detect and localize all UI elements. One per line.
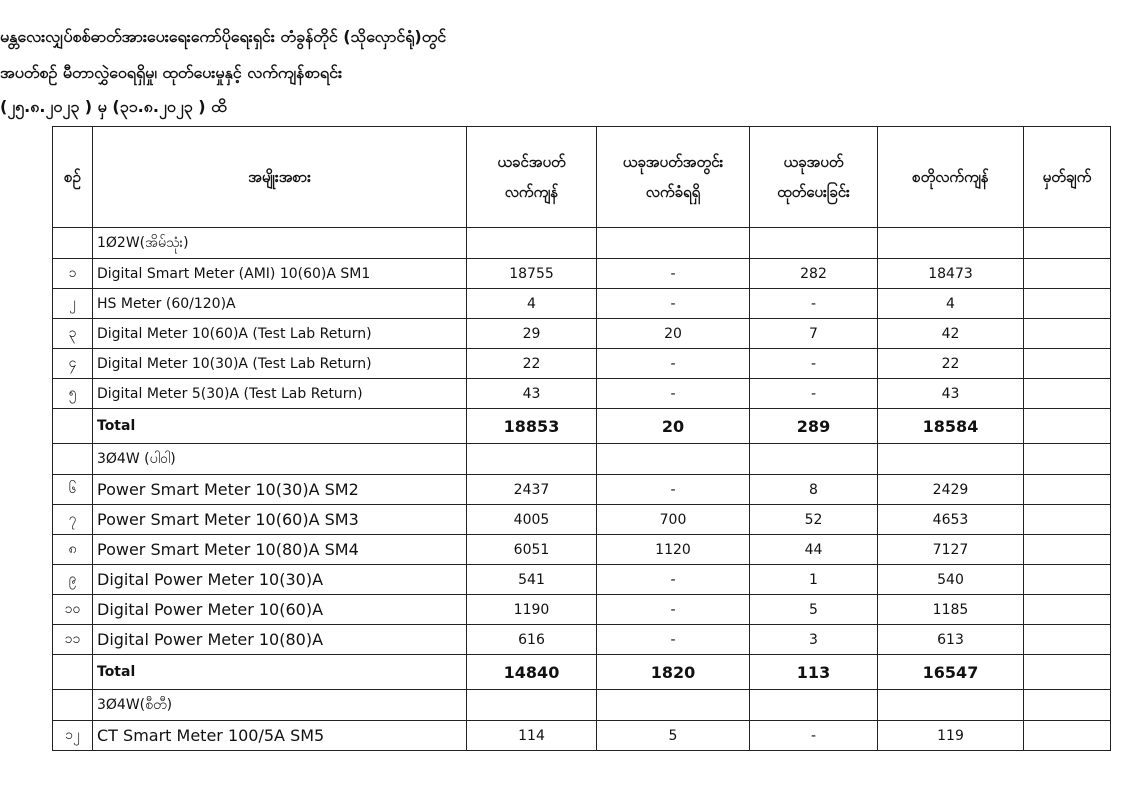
- table-cell: -: [597, 475, 750, 505]
- empty-cell: [1024, 595, 1111, 625]
- table-cell: 43: [878, 379, 1024, 409]
- table-cell: 7127: [878, 535, 1024, 565]
- empty-cell: [878, 228, 1024, 259]
- table-row: [53, 625, 1111, 655]
- table-cell: 2429: [878, 475, 1024, 505]
- table-row: [53, 595, 1111, 625]
- table-cell: -: [750, 721, 878, 751]
- table-cell: ၇: [53, 505, 93, 535]
- table-cell: ၁၁: [53, 625, 93, 655]
- empty-cell: [878, 690, 1024, 721]
- table-cell: -: [597, 595, 750, 625]
- table-cell: ၆: [53, 475, 93, 505]
- table-cell: 114: [467, 721, 597, 751]
- col-header-issued: ယခုအပတ် ထုတ်ပေးခြင်း: [750, 127, 878, 228]
- table-cell: CT Smart Meter 100/5A SM5: [93, 721, 467, 751]
- section-label: 1Ø2W(အိမ်သုံး): [93, 228, 467, 259]
- table-cell: 42: [878, 319, 1024, 349]
- table-cell: 113: [750, 655, 878, 690]
- empty-cell: [597, 228, 750, 259]
- empty-cell: [1024, 505, 1111, 535]
- section-row-single-phase: [53, 228, 1111, 259]
- table-cell: 29: [467, 319, 597, 349]
- table-row: [53, 721, 1111, 751]
- meter-stock-table: [52, 126, 1111, 751]
- table-cell: 282: [750, 259, 878, 289]
- empty-cell: [1024, 319, 1111, 349]
- empty-cell: [53, 409, 93, 444]
- table-cell: 43: [467, 379, 597, 409]
- empty-cell: [467, 690, 597, 721]
- table-cell: 7: [750, 319, 878, 349]
- table-cell: 18584: [878, 409, 1024, 444]
- table-cell: Digital Power Meter 10(60)A: [93, 595, 467, 625]
- empty-cell: [597, 690, 750, 721]
- empty-cell: [750, 444, 878, 475]
- table-cell: 700: [597, 505, 750, 535]
- table-cell: 4005: [467, 505, 597, 535]
- table-cell: Power Smart Meter 10(60)A SM3: [93, 505, 467, 535]
- table-cell: -: [750, 349, 878, 379]
- table-row: [53, 349, 1111, 379]
- table-cell: 44: [750, 535, 878, 565]
- report-subtitle: အပတ်စဉ် မီတာလွှဲဝေရရှိမှု၊ ထုတ်ပေးမှုနှင့် လက်ကျန်စာရင်း: [0, 63, 343, 82]
- empty-cell: [1024, 690, 1111, 721]
- table-cell: ၁: [53, 259, 93, 289]
- table-cell: 540: [878, 565, 1024, 595]
- table-row: [53, 259, 1111, 289]
- empty-cell: [1024, 475, 1111, 505]
- section-label: 3Ø4W(စီတီ): [93, 690, 467, 721]
- table-cell: 5: [597, 721, 750, 751]
- table-row: [53, 505, 1111, 535]
- empty-cell: [1024, 379, 1111, 409]
- table-row: [53, 379, 1111, 409]
- table-cell: 3: [750, 625, 878, 655]
- table-cell: Total: [93, 409, 467, 444]
- table-cell: Digital Power Meter 10(30)A: [93, 565, 467, 595]
- table-cell: ၉: [53, 565, 93, 595]
- table-cell: 2437: [467, 475, 597, 505]
- table-row: [53, 319, 1111, 349]
- table-row: [53, 565, 1111, 595]
- empty-cell: [750, 228, 878, 259]
- col-header-remark: မှတ်ချက်: [1024, 127, 1111, 228]
- table-cell: ၁၂: [53, 721, 93, 751]
- table-cell: Power Smart Meter 10(80)A SM4: [93, 535, 467, 565]
- table-row: [53, 535, 1111, 565]
- table-cell: ၈: [53, 535, 93, 565]
- table-cell: 4653: [878, 505, 1024, 535]
- table-cell: Total: [93, 655, 467, 690]
- table-cell: 18473: [878, 259, 1024, 289]
- col-header-prev-balance: ယခင်အပတ် လက်ကျန်: [467, 127, 597, 228]
- table-cell: -: [597, 349, 750, 379]
- table-cell: 20: [597, 409, 750, 444]
- table-row: [53, 475, 1111, 505]
- table-cell: 119: [878, 721, 1024, 751]
- table-cell: 20: [597, 319, 750, 349]
- table-cell: 4: [878, 289, 1024, 319]
- col-header-received: ယခုအပတ်အတွင်း လက်ခံရရှိ: [597, 127, 750, 228]
- empty-cell: [467, 228, 597, 259]
- empty-cell: [1024, 721, 1111, 751]
- empty-cell: [1024, 625, 1111, 655]
- table-cell: -: [750, 379, 878, 409]
- total-row: [53, 655, 1111, 690]
- table-cell: 613: [878, 625, 1024, 655]
- table-cell: ၅: [53, 379, 93, 409]
- table-cell: 1: [750, 565, 878, 595]
- table-cell: 616: [467, 625, 597, 655]
- table-cell: Digital Meter 10(30)A (Test Lab Return): [93, 349, 467, 379]
- table-cell: 22: [878, 349, 1024, 379]
- col-header-type: အမျိုးအစား: [93, 127, 467, 228]
- report-date-range: (၂၅.၈.၂၀၂၃ ) မှ (၃၁.၈.၂၀၂၃ ) ထိ: [0, 97, 227, 116]
- table-cell: Digital Power Meter 10(80)A: [93, 625, 467, 655]
- empty-cell: [1024, 655, 1111, 690]
- table-cell: 289: [750, 409, 878, 444]
- table-cell: ၂: [53, 289, 93, 319]
- empty-cell: [1024, 565, 1111, 595]
- table-cell: 16547: [878, 655, 1024, 690]
- table-cell: 8: [750, 475, 878, 505]
- empty-cell: [1024, 289, 1111, 319]
- empty-cell: [1024, 444, 1111, 475]
- total-row: [53, 409, 1111, 444]
- table-cell: -: [597, 625, 750, 655]
- table-cell: 18853: [467, 409, 597, 444]
- col-header-store-balance: စတိုလက်ကျန်: [878, 127, 1024, 228]
- empty-cell: [597, 444, 750, 475]
- empty-cell: [1024, 535, 1111, 565]
- empty-cell: [53, 655, 93, 690]
- section-row-three-phase-power: [53, 444, 1111, 475]
- empty-cell: [53, 690, 93, 721]
- empty-cell: [1024, 228, 1111, 259]
- table-cell: 1120: [597, 535, 750, 565]
- table-cell: 5: [750, 595, 878, 625]
- table-cell: 6051: [467, 535, 597, 565]
- table-row: [53, 289, 1111, 319]
- header-row: [53, 127, 1111, 228]
- table-cell: 1185: [878, 595, 1024, 625]
- empty-cell: [53, 444, 93, 475]
- empty-cell: [1024, 409, 1111, 444]
- empty-cell: [750, 690, 878, 721]
- table-cell: -: [597, 379, 750, 409]
- table-cell: 22: [467, 349, 597, 379]
- empty-cell: [1024, 349, 1111, 379]
- table-cell: -: [750, 289, 878, 319]
- report-title: မန္တလေးလျှပ်စစ်ဓာတ်အားပေးရေးကော်ပိုရေးရှင်း တံခွန်တိုင် (သိုလှောင်ရုံ)တွင်: [0, 27, 447, 46]
- table-cell: ၄: [53, 349, 93, 379]
- table-cell: HS Meter (60/120)A: [93, 289, 467, 319]
- col-header-no: စဉ်: [53, 127, 93, 228]
- table-cell: 4: [467, 289, 597, 319]
- table-cell: ၁၀: [53, 595, 93, 625]
- empty-cell: [878, 444, 1024, 475]
- table-cell: 1820: [597, 655, 750, 690]
- table-cell: 14840: [467, 655, 597, 690]
- table-cell: -: [597, 289, 750, 319]
- table-cell: -: [597, 259, 750, 289]
- table-cell: Digital Meter 5(30)A (Test Lab Return): [93, 379, 467, 409]
- table-cell: 18755: [467, 259, 597, 289]
- empty-cell: [53, 228, 93, 259]
- table-cell: Power Smart Meter 10(30)A SM2: [93, 475, 467, 505]
- table-cell: -: [597, 565, 750, 595]
- table-cell: Digital Smart Meter (AMI) 10(60)A SM1: [93, 259, 467, 289]
- empty-cell: [1024, 259, 1111, 289]
- section-row-three-phase-ct: [53, 690, 1111, 721]
- table-cell: Digital Meter 10(60)A (Test Lab Return): [93, 319, 467, 349]
- table-cell: ၃: [53, 319, 93, 349]
- empty-cell: [467, 444, 597, 475]
- section-label: 3Ø4W (ပါဝါ): [93, 444, 467, 475]
- table-cell: 541: [467, 565, 597, 595]
- table-cell: 52: [750, 505, 878, 535]
- table-cell: 1190: [467, 595, 597, 625]
